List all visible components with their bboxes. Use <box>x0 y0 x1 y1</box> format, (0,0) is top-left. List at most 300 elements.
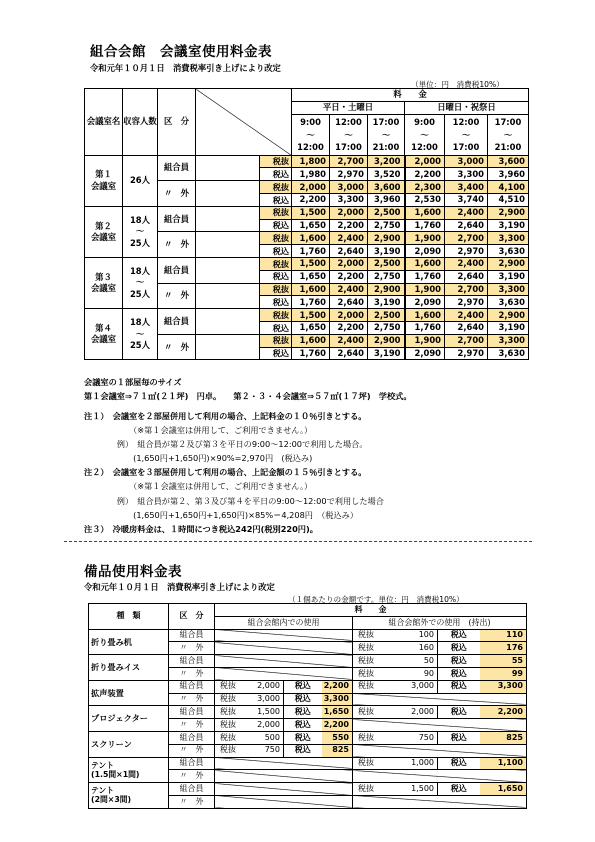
fee-value: 2,700 <box>445 334 488 347</box>
note-line: 注３） 冷暖房料金は、１時間につき税込242円(税別220円)。 <box>84 523 318 534</box>
fee-value: 2,900 <box>488 257 529 270</box>
not-available-cell <box>215 783 353 796</box>
fee-value: 3,300 <box>445 168 488 181</box>
equipment-fee-title: 備品使用料金表 <box>84 564 182 580</box>
fee-value: 2,090 <box>405 296 445 309</box>
fee-value: 2,970 <box>445 347 488 360</box>
header-capacity: 収容人数 <box>123 89 158 156</box>
tax-incl-label: 税込 <box>438 757 480 770</box>
tax-excl-label: 税抜 <box>353 642 393 655</box>
inside-excl-value: 500 <box>249 731 284 744</box>
equipment-name-text: テント <box>91 760 115 770</box>
fee-value: 2,900 <box>368 283 405 296</box>
fee-value: 1,650 <box>292 270 330 283</box>
category-outside: 〃 外 <box>158 334 196 360</box>
capacity-line2: 〜 <box>135 277 145 288</box>
fee-value: 2,900 <box>488 309 529 322</box>
fee-value: 1,980 <box>292 168 330 181</box>
outside-incl-value: 2,200 <box>480 706 527 719</box>
tax-label: 税込 <box>260 193 292 206</box>
room-name <box>85 155 123 206</box>
fee-value: 3,960 <box>488 168 529 181</box>
note-line: 注２） 会議室を３部屋併用して利用の場合、上記金額の１５％引きとする。 <box>84 467 367 478</box>
fee-value: 1,650 <box>292 321 330 334</box>
outside-excl-value: 90 <box>393 667 438 680</box>
equipment-name <box>89 629 169 655</box>
fee-value: 3,960 <box>368 193 405 206</box>
tax-excl-label: 税抜 <box>215 719 249 732</box>
header-category: 区 分 <box>158 89 196 156</box>
fee-value: 3,520 <box>368 168 405 181</box>
fee-value: 2,000 <box>330 206 368 219</box>
tax-excl-label: 税抜 <box>353 680 393 693</box>
outside-excl-value: 750 <box>393 731 438 744</box>
room-fee-row <box>85 309 529 322</box>
fee-value: 2,000 <box>330 309 368 322</box>
equipment-name <box>89 680 169 706</box>
room-name-line2: 会議室 <box>90 334 117 345</box>
equipment-name <box>89 706 169 732</box>
fee-value: 2,000 <box>292 181 330 194</box>
inside-excl-value: 1,500 <box>249 706 284 719</box>
category-outside: 〃 外 <box>169 719 215 732</box>
tax-excl-label: 税抜 <box>353 629 393 642</box>
tax-excl-label: 税抜 <box>215 706 249 719</box>
header-room-name: 会議室名 <box>85 89 123 156</box>
tax-incl-label: 税込 <box>284 706 322 719</box>
fee-value: 2,700 <box>445 283 488 296</box>
time-slot-start: 9:00 <box>300 117 321 128</box>
fee-value: 2,500 <box>368 257 405 270</box>
equipment-name <box>89 655 169 681</box>
fee-value: 1,900 <box>405 232 445 245</box>
fee-value: 3,740 <box>445 193 488 206</box>
category-member: 組合員 <box>169 629 215 642</box>
fee-value: 3,190 <box>488 270 529 283</box>
fee-value: 1,760 <box>292 347 330 360</box>
fee-value: 2,700 <box>330 155 368 168</box>
header-time-slot <box>368 114 405 155</box>
inside-incl-value: 825 <box>322 744 353 757</box>
header-time-slot <box>488 114 529 155</box>
tax-label: 税込 <box>260 168 292 181</box>
outside-incl-value: 3,300 <box>480 680 527 693</box>
outside-excl-value: 1,000 <box>393 757 438 770</box>
not-available-cell <box>215 757 353 770</box>
not-available-cell <box>215 655 353 668</box>
category-outside: 〃 外 <box>158 283 196 309</box>
blank-cell <box>196 181 260 207</box>
room-name-line2: 会議室 <box>90 231 117 242</box>
category-member: 組合員 <box>158 206 196 232</box>
blank-cell <box>196 232 260 258</box>
time-slot-end: 21:00 <box>494 141 522 152</box>
outside-excl-value: 2,000 <box>393 706 438 719</box>
category-member: 組合員 <box>158 257 196 283</box>
fee-value: 2,090 <box>405 245 445 258</box>
tax-incl-label: 税込 <box>438 680 480 693</box>
fee-value: 3,190 <box>368 347 405 360</box>
inside-incl-value: 2,200 <box>322 719 353 732</box>
capacity-line1: 26人 <box>129 175 151 186</box>
time-slot-end: 21:00 <box>372 141 400 152</box>
fee-value: 3,190 <box>488 321 529 334</box>
room-name <box>85 257 123 308</box>
fee-value: 2,900 <box>488 206 529 219</box>
fee-value: 3,200 <box>368 155 405 168</box>
fee-value: 3,190 <box>488 219 529 232</box>
category-outside: 〃 外 <box>169 667 215 680</box>
capacity-line1: 18人 <box>129 214 151 225</box>
equipment-row <box>89 783 527 796</box>
fee-value: 2,970 <box>445 296 488 309</box>
header-outside-use: 組合会館外での使用 (持出) <box>353 616 527 629</box>
fee-value: 1,760 <box>405 321 445 334</box>
room-fee-table <box>84 88 529 360</box>
header-time-slot <box>292 114 330 155</box>
time-slot-tilde: 〜 <box>344 129 353 140</box>
fee-value: 2,900 <box>368 232 405 245</box>
not-available-cell <box>353 693 527 706</box>
equipment-row <box>89 706 527 719</box>
tax-label: 税込 <box>260 347 292 360</box>
outside-incl-value: 110 <box>480 629 527 642</box>
fee-value: 2,900 <box>368 334 405 347</box>
capacity-line2: 〜 <box>135 226 145 237</box>
fee-value: 2,400 <box>445 257 488 270</box>
outside-excl-value: 160 <box>393 642 438 655</box>
time-slot-start: 17:00 <box>372 117 400 128</box>
size-line: 第１会議室⇒７１㎡(２１坪) 円卓。 第２・３・４会議室⇒５７㎡(１７坪) 学校式。 <box>84 391 412 401</box>
room-capacity <box>123 309 158 360</box>
equipment-size-text: (1.5間×1間) <box>91 769 140 779</box>
room-fee-row <box>85 257 529 270</box>
tax-excl-label: 税抜 <box>215 744 249 757</box>
fee-value: 1,500 <box>292 257 330 270</box>
blank-cell <box>196 206 260 232</box>
tax-excl-label: 税抜 <box>353 655 393 668</box>
outside-excl-value: 3,000 <box>393 680 438 693</box>
tax-label: 税抜 <box>260 309 292 322</box>
tax-excl-label: 税抜 <box>353 706 393 719</box>
capacity-line3: 25人 <box>129 237 151 248</box>
note-line: （※第１会議室は併用して、ご利用できません。） <box>84 481 313 492</box>
header-fee: 料 金 <box>292 89 529 102</box>
tax-incl-label: 税込 <box>284 680 322 693</box>
tax-incl-label: 税込 <box>438 706 480 719</box>
room-capacity <box>123 206 158 257</box>
room-name-line2: 会議室 <box>90 180 117 191</box>
fee-value: 1,600 <box>405 206 445 219</box>
inside-incl-value: 2,200 <box>322 680 353 693</box>
tax-label: 税込 <box>260 296 292 309</box>
equipment-size-text: (2間×3間) <box>91 795 132 805</box>
inside-incl-value: 550 <box>322 731 353 744</box>
time-slot-end: 12:00 <box>297 141 324 152</box>
capacity-line1: 18人 <box>129 317 151 328</box>
equipment-name <box>89 757 169 783</box>
fee-value: 2,500 <box>368 309 405 322</box>
tax-incl-label: 税込 <box>438 667 480 680</box>
tax-label: 税抜 <box>260 283 292 296</box>
header-time-slot <box>330 114 368 155</box>
room-name-line1: 第４ <box>95 322 112 333</box>
fee-value: 3,000 <box>445 155 488 168</box>
outside-excl-value: 50 <box>393 655 438 668</box>
time-slot-end: 17:00 <box>335 141 362 152</box>
inside-incl-value: 3,300 <box>322 693 353 706</box>
fee-value: 3,300 <box>330 193 368 206</box>
tax-excl-label: 税抜 <box>353 667 393 680</box>
tax-label: 税抜 <box>260 334 292 347</box>
inside-excl-value: 2,000 <box>249 719 284 732</box>
fee-value: 2,200 <box>292 193 330 206</box>
room-capacity <box>123 155 158 206</box>
inside-excl-value: 750 <box>249 744 284 757</box>
time-slot-start: 12:00 <box>452 117 480 128</box>
fee-value: 1,760 <box>292 245 330 258</box>
fee-value: 3,190 <box>368 296 405 309</box>
not-available-cell <box>353 719 527 732</box>
fee-value: 2,750 <box>368 321 405 334</box>
header-holiday: 日曜日・祝祭日 <box>405 101 529 114</box>
equipment-row <box>89 731 527 744</box>
not-available-cell <box>215 795 353 808</box>
outside-incl-value: 176 <box>480 642 527 655</box>
time-slot-end: 17:00 <box>452 141 480 152</box>
tax-label: 税抜 <box>260 206 292 219</box>
fee-value: 2,400 <box>330 232 368 245</box>
fee-value: 2,530 <box>405 193 445 206</box>
room-fee-title: 組合会館 会議室使用料金表 <box>90 44 272 60</box>
category-member: 組合員 <box>169 706 215 719</box>
outside-incl-value: 825 <box>480 731 527 744</box>
outside-incl-value: 55 <box>480 655 527 668</box>
time-slot-tilde: 〜 <box>503 129 513 140</box>
inside-excl-value: 3,000 <box>249 693 284 706</box>
inside-incl-value: 1,650 <box>322 706 353 719</box>
note-line: 例） 組合員が第２及び第３を平日の9:00～12:00で利用した場合。 <box>84 439 368 450</box>
equipment-name-text: 拡声装置 <box>91 687 124 698</box>
equipment-name-text: 折り畳み机 <box>91 636 132 647</box>
tax-label: 税抜 <box>260 181 292 194</box>
header-inside-use: 組合会館内での使用 <box>215 616 353 629</box>
category-member: 組合員 <box>169 757 215 770</box>
blank-cell <box>196 257 260 283</box>
time-slot-start: 9:00 <box>414 117 435 128</box>
fee-value: 2,970 <box>330 168 368 181</box>
category-member: 組合員 <box>158 155 196 181</box>
equipment-name-text: スクリーン <box>91 738 132 749</box>
fee-value: 2,970 <box>445 245 488 258</box>
equipment-name-text: プロジェクター <box>91 713 148 724</box>
fee-value: 2,000 <box>405 155 445 168</box>
fee-value: 3,300 <box>488 334 529 347</box>
room-name-line1: 第２ <box>95 220 112 231</box>
equipment-name-text: テント <box>91 786 115 796</box>
fee-value: 2,300 <box>405 181 445 194</box>
fee-value: 3,600 <box>368 181 405 194</box>
outside-incl-value: 99 <box>480 667 527 680</box>
blank-cell <box>196 334 260 360</box>
fee-value: 1,760 <box>405 219 445 232</box>
fee-value: 1,500 <box>292 206 330 219</box>
fee-value: 2,750 <box>368 270 405 283</box>
fee-value: 2,200 <box>330 270 368 283</box>
capacity-line2: 〜 <box>135 328 145 339</box>
room-name-line1: 第１ <box>95 169 112 180</box>
tax-excl-label: 税抜 <box>353 757 393 770</box>
capacity-line1: 18人 <box>129 266 151 277</box>
tax-excl-label: 税抜 <box>353 731 393 744</box>
header-weekday: 平日・土曜日 <box>292 101 405 114</box>
tax-label: 税込 <box>260 321 292 334</box>
capacity-line3: 25人 <box>129 339 151 350</box>
equipment-row <box>89 757 527 770</box>
note-line: (1,650円+1,650円+1,650円)×85%＝4,208円 （税込み） <box>84 509 359 520</box>
category-member: 組合員 <box>158 309 196 335</box>
fee-value: 2,200 <box>405 168 445 181</box>
fee-value: 3,190 <box>368 245 405 258</box>
fee-value: 2,090 <box>405 347 445 360</box>
fee-value: 1,600 <box>405 309 445 322</box>
fee-value: 2,500 <box>368 206 405 219</box>
tax-incl-label: 税込 <box>284 719 322 732</box>
fee-value: 2,400 <box>330 283 368 296</box>
not-available-cell <box>215 629 353 642</box>
not-available-cell <box>215 667 353 680</box>
not-available-cell <box>353 795 527 808</box>
tax-label: 税抜 <box>260 232 292 245</box>
note-line: 注１） 会議室を２部屋併用して利用の場合、上記料金の１０％引きとする。 <box>84 411 367 421</box>
fee-value: 1,500 <box>292 309 330 322</box>
category-member: 組合員 <box>169 655 215 668</box>
fee-value: 2,400 <box>445 206 488 219</box>
time-slot-tilde: 〜 <box>306 129 315 140</box>
fee-value: 2,200 <box>330 219 368 232</box>
header-time-slot <box>445 114 488 155</box>
header-fee: 料 金 <box>215 604 527 617</box>
category-outside: 〃 外 <box>158 232 196 258</box>
inside-excl-value: 2,000 <box>249 680 284 693</box>
tax-label: 税抜 <box>260 257 292 270</box>
fee-value: 2,200 <box>330 321 368 334</box>
fee-value: 1,900 <box>405 334 445 347</box>
fee-value: 2,000 <box>330 257 368 270</box>
tax-incl-label: 税込 <box>438 629 480 642</box>
fee-value: 1,600 <box>292 334 330 347</box>
tax-label: 税込 <box>260 219 292 232</box>
category-member: 組合員 <box>169 731 215 744</box>
tax-incl-label: 税込 <box>284 693 322 706</box>
time-slot-tilde: 〜 <box>381 129 391 140</box>
fee-value: 1,760 <box>292 296 330 309</box>
tax-incl-label: 税込 <box>438 731 480 744</box>
header-time-slot <box>405 114 445 155</box>
fee-value: 1,650 <box>292 219 330 232</box>
tax-label: 税抜 <box>260 155 292 168</box>
fee-value: 3,300 <box>488 232 529 245</box>
tax-label: 税込 <box>260 270 292 283</box>
category-member: 組合員 <box>169 783 215 796</box>
tax-incl-label: 税込 <box>284 744 322 757</box>
room-fee-row <box>85 206 529 219</box>
fee-value: 1,760 <box>405 270 445 283</box>
blank-cell <box>196 283 260 309</box>
fee-value: 1,900 <box>405 283 445 296</box>
fee-value: 3,630 <box>488 245 529 258</box>
note-line: (1,650円+1,650円)×90%=2,970円 (税込み) <box>84 453 313 464</box>
fee-value: 2,640 <box>330 296 368 309</box>
note-line: （※第１会議室は併用して、ご利用できません。） <box>84 425 313 436</box>
category-outside: 〃 外 <box>169 795 215 808</box>
outside-excl-value: 100 <box>393 629 438 642</box>
category-outside: 〃 外 <box>169 693 215 706</box>
room-name-line1: 第３ <box>95 271 112 282</box>
fee-value: 4,100 <box>488 181 529 194</box>
outside-excl-value: 1,500 <box>393 783 438 796</box>
outside-incl-value: 1,100 <box>480 757 527 770</box>
fee-value: 2,700 <box>445 232 488 245</box>
room-fee-row <box>85 155 529 168</box>
time-slot-tilde: 〜 <box>461 129 471 140</box>
equipment-row <box>89 629 527 642</box>
section-divider <box>64 541 532 542</box>
fee-value: 2,750 <box>368 219 405 232</box>
fee-value: 2,640 <box>445 219 488 232</box>
not-available-cell <box>215 642 353 655</box>
fee-value: 3,000 <box>330 181 368 194</box>
category-outside: 〃 外 <box>158 181 196 207</box>
fee-value: 3,400 <box>445 181 488 194</box>
tax-incl-label: 税込 <box>438 642 480 655</box>
not-available-cell <box>353 744 527 757</box>
tax-excl-label: 税抜 <box>215 693 249 706</box>
category-outside: 〃 外 <box>169 642 215 655</box>
time-slot-start: 12:00 <box>335 117 362 128</box>
not-available-cell <box>215 770 353 783</box>
equipment-unit-note: （１個あたりの金額です。単位：円 消費税10%） <box>288 595 464 604</box>
equipment-name-text: 折り畳みイス <box>91 662 141 673</box>
equipment-fee-table <box>88 603 527 809</box>
fee-value: 3,600 <box>488 155 529 168</box>
fee-value: 1,800 <box>292 155 330 168</box>
capacity-line3: 25人 <box>129 288 151 299</box>
fee-value: 3,300 <box>488 283 529 296</box>
fee-value: 4,510 <box>488 193 529 206</box>
time-slot-end: 12:00 <box>411 141 438 152</box>
notes-block <box>84 411 384 538</box>
fee-value: 1,600 <box>292 232 330 245</box>
fee-value: 1,600 <box>292 283 330 296</box>
room-capacity <box>123 257 158 308</box>
tax-excl-label: 税抜 <box>353 783 393 796</box>
tax-incl-label: 税込 <box>438 655 480 668</box>
blank-cell <box>196 155 260 181</box>
room-unit-note: （単位：円 消費税10%） <box>411 80 504 89</box>
fee-value: 2,640 <box>330 245 368 258</box>
equipment-fee-subtitle: 令和元年１０月１日 消費税率引き上げにより改定 <box>84 582 275 592</box>
blank-cell <box>196 309 260 335</box>
fee-value: 1,600 <box>405 257 445 270</box>
equipment-row <box>89 680 527 693</box>
room-fee-subtitle: 令和元年１０月１日 消費税率引き上げにより改定 <box>90 63 281 73</box>
note-line: 例） 組合員が第２、第３及び第４を平日の9:00～12:00で利用した場合 <box>84 495 384 506</box>
time-slot-start: 17:00 <box>494 117 522 128</box>
fee-value: 3,630 <box>488 296 529 309</box>
room-name <box>85 309 123 360</box>
header-diagonal <box>196 89 292 156</box>
